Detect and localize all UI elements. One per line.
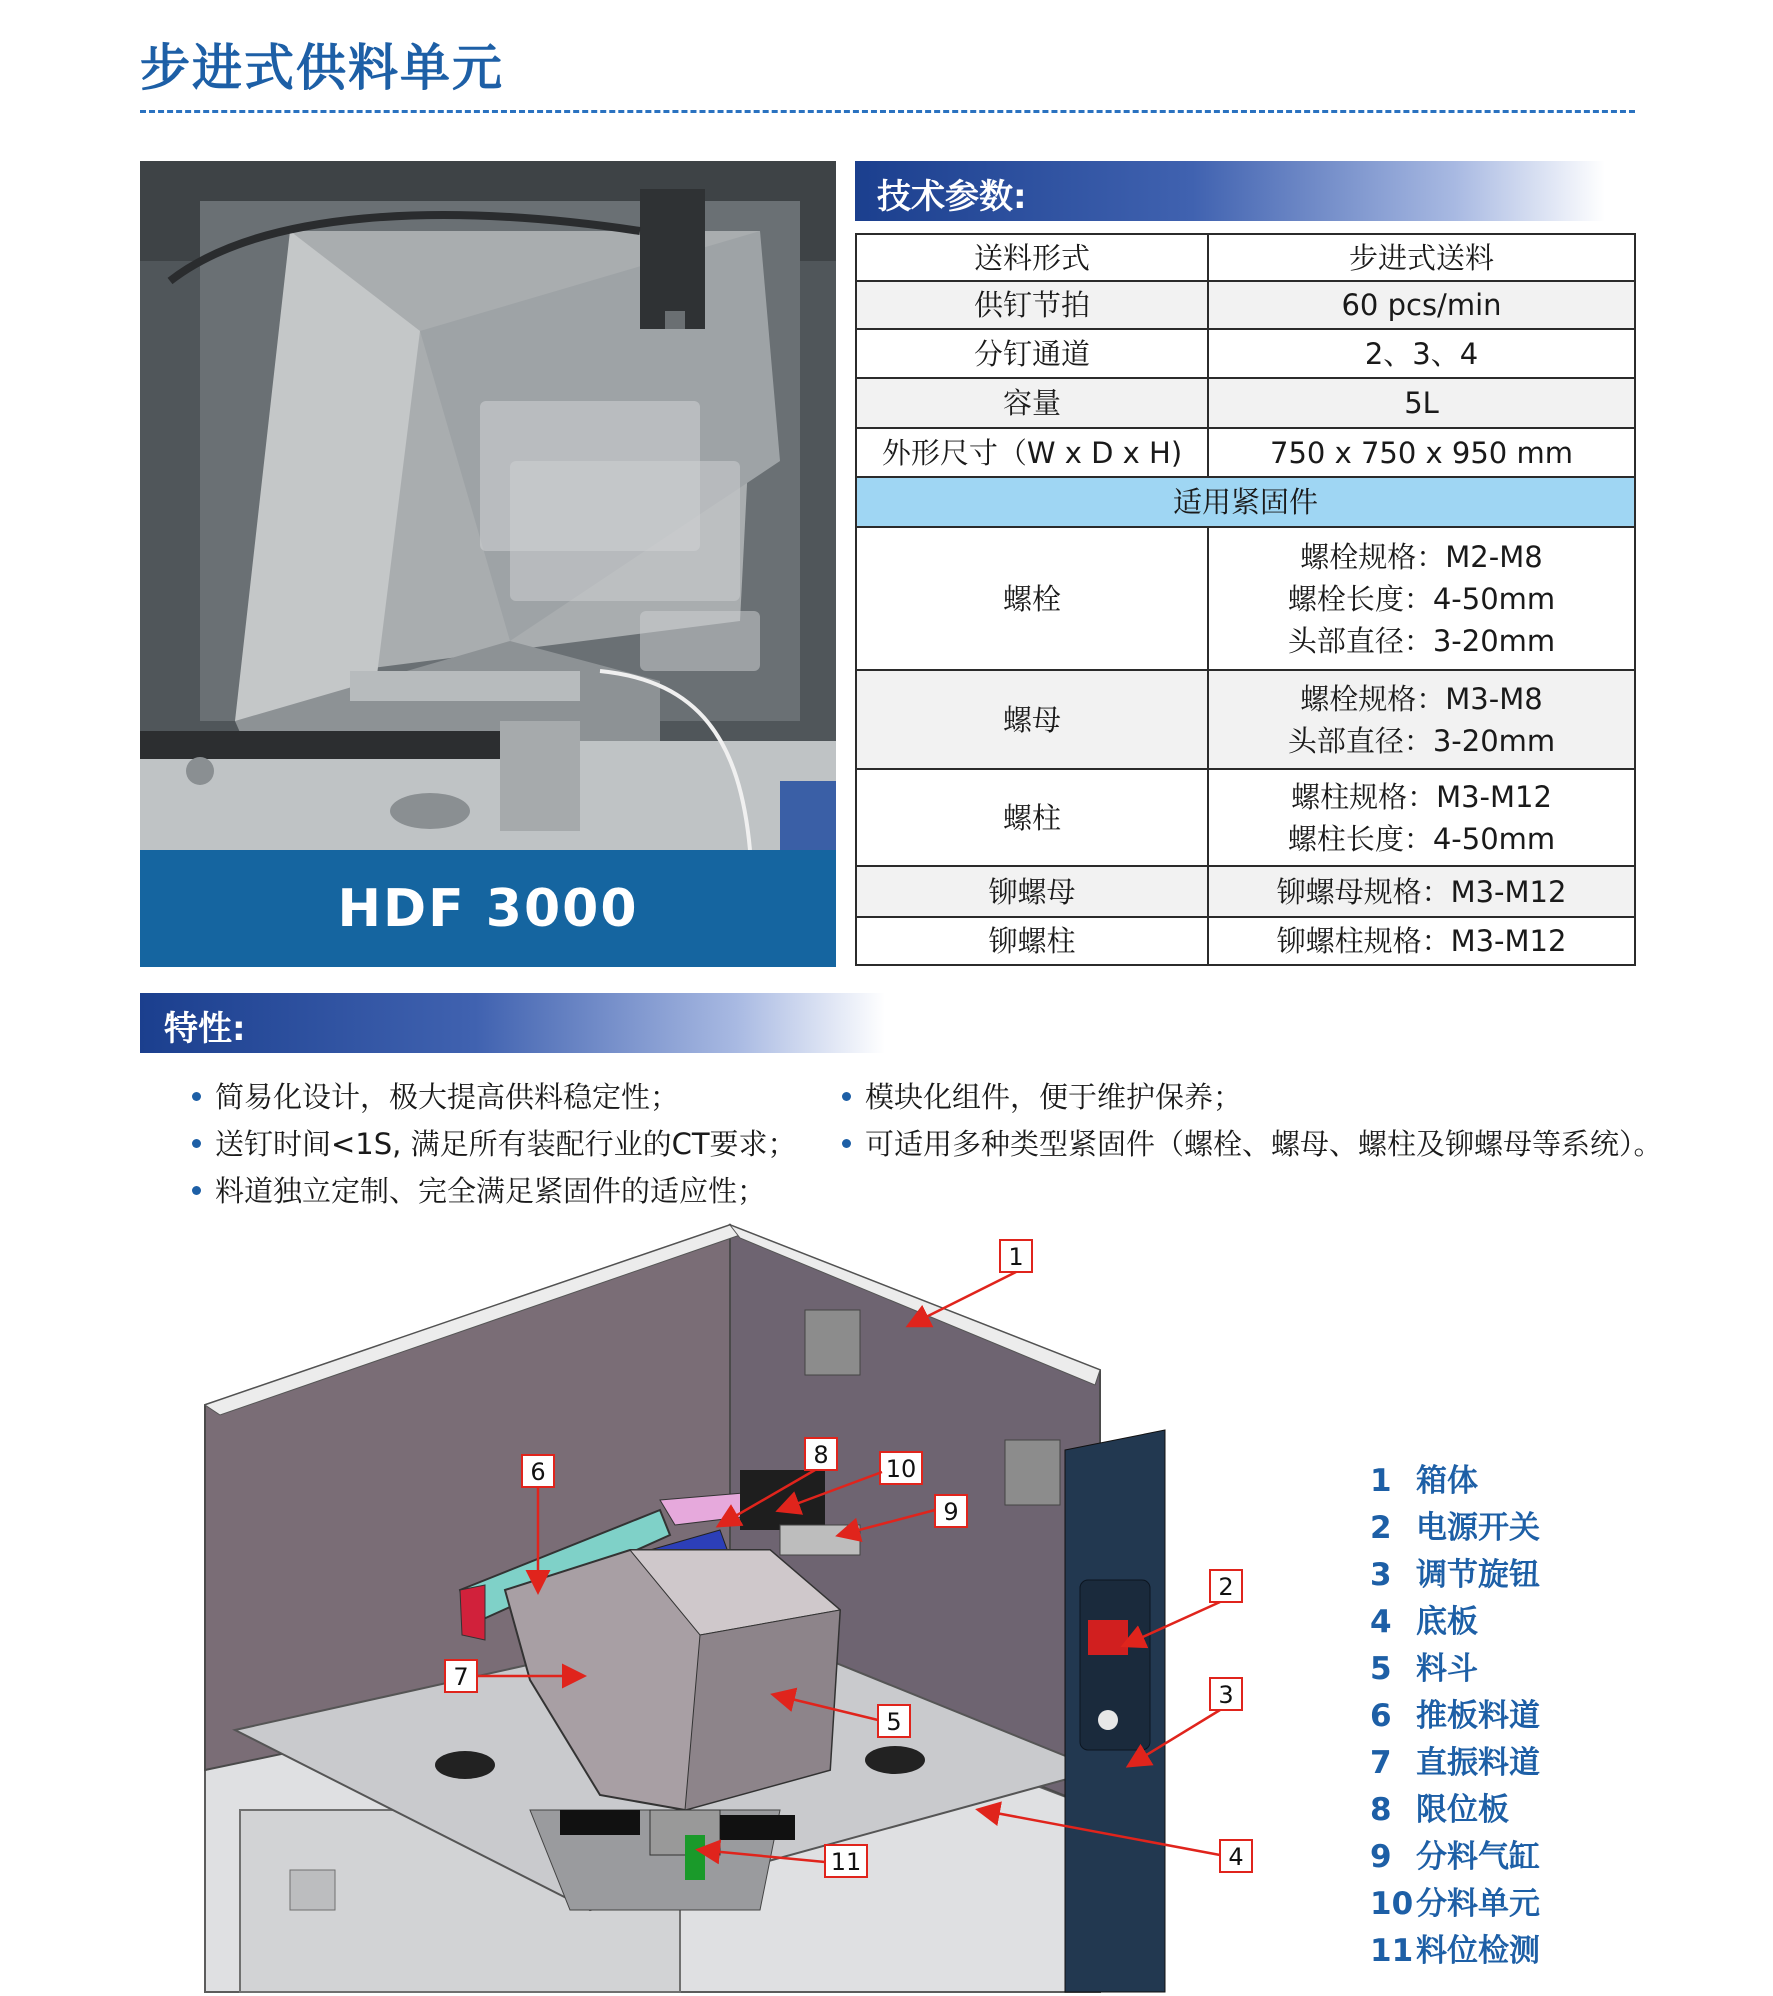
fastener-spec-line: 螺栓长度：4-50mm <box>1287 581 1556 616</box>
bullet-icon <box>192 1186 201 1195</box>
fastener-spec-line: 铆螺柱规格：M3-M12 <box>1208 917 1635 965</box>
spec-key: 容量 <box>856 378 1208 428</box>
table-row <box>856 234 1635 281</box>
legend-item <box>1370 1643 1478 1688</box>
legend-label: 推板料道 <box>1416 1698 1540 1734</box>
callout-8: 8 <box>813 1441 829 1469</box>
bullet-icon <box>842 1139 851 1148</box>
legend-label: 分料气缸 <box>1416 1839 1540 1875</box>
callout-5: 5 <box>886 1708 902 1736</box>
legend-label: 料斗 <box>1416 1651 1478 1687</box>
fastener-name: 螺柱 <box>856 769 1208 866</box>
fastener-specs <box>1208 527 1635 670</box>
feature-text: 简易化设计，极大提高供料稳定性； <box>215 1080 680 1114</box>
legend-num: 5 <box>1370 1651 1392 1687</box>
callout-9: 9 <box>943 1498 959 1526</box>
callout-7: 7 <box>453 1663 469 1691</box>
feature-text: 可适用多种类型紧固件（螺栓、螺母、螺柱及铆螺母等系统）。 <box>865 1127 1663 1161</box>
table-row <box>856 378 1635 428</box>
title-divider <box>140 110 1635 113</box>
fastener-spec-line: 螺柱规格：M3-M12 <box>1291 779 1552 814</box>
fastener-spec-line: 头部直径：3-20mm <box>1287 723 1556 758</box>
fastener-band: 适用紧固件 <box>856 477 1635 527</box>
legend-item <box>1370 1690 1540 1735</box>
legend-item <box>1370 1784 1509 1829</box>
fastener-spec-line: 头部直径：3-20mm <box>1287 623 1556 658</box>
page-title: 步进式供料单元 <box>140 39 504 97</box>
legend-num: 8 <box>1370 1792 1392 1828</box>
feature-item <box>192 1122 797 1163</box>
machine-diagram-illustration <box>140 1210 1244 1992</box>
legend-num: 6 <box>1370 1698 1392 1734</box>
callout-10: 10 <box>885 1455 917 1483</box>
product-photo <box>140 161 836 850</box>
model-banner: HDF 3000 <box>140 850 836 967</box>
fastener-specs <box>1208 670 1635 769</box>
feature-text: 模块化组件，便于维护保养； <box>865 1080 1243 1114</box>
legend-label: 底板 <box>1416 1604 1478 1640</box>
legend-label: 电源开关 <box>1416 1510 1540 1546</box>
bullet-icon <box>192 1139 201 1148</box>
bullet-icon <box>842 1092 851 1101</box>
legend-label: 分料单元 <box>1416 1886 1540 1922</box>
spec-key: 供钉节拍 <box>856 281 1208 329</box>
spec-key: 分钉通道 <box>856 329 1208 378</box>
fastener-spec-line: 螺柱长度：4-50mm <box>1287 821 1556 856</box>
callout-2: 2 <box>1218 1573 1234 1601</box>
spec-value: 60 pcs/min <box>1208 281 1635 329</box>
legend-item <box>1370 1596 1478 1641</box>
spec-value: 2、3、4 <box>1208 329 1635 378</box>
legend-num: 11 <box>1370 1933 1414 1969</box>
fastener-name: 螺栓 <box>856 527 1208 670</box>
legend-item <box>1370 1455 1478 1500</box>
callout-3: 3 <box>1218 1681 1234 1709</box>
table-band-row <box>856 477 1635 527</box>
legend-num: 7 <box>1370 1745 1392 1781</box>
feature-text: 送钉时间<1S, 满足所有装配行业的CT要求； <box>215 1127 797 1161</box>
fastener-spec-line: 铆螺母规格：M3-M12 <box>1208 866 1635 917</box>
legend-label: 限位板 <box>1416 1792 1509 1828</box>
features-section-title: 特性: <box>164 1009 246 1049</box>
callout-4: 4 <box>1228 1843 1244 1871</box>
fastener-name: 铆螺柱 <box>856 917 1208 965</box>
fastener-name: 螺母 <box>856 670 1208 769</box>
callout-6: 6 <box>530 1458 546 1486</box>
spec-value: 5L <box>1208 378 1635 428</box>
fastener-name: 铆螺母 <box>856 866 1208 917</box>
legend-item <box>1370 1925 1540 1970</box>
legend-label: 调节旋钮 <box>1416 1557 1540 1593</box>
legend-num: 9 <box>1370 1839 1392 1875</box>
feature-item <box>192 1169 766 1210</box>
legend-label: 箱体 <box>1416 1463 1478 1499</box>
feature-item <box>842 1075 1242 1116</box>
table-row <box>856 670 1635 769</box>
table-row <box>856 917 1635 965</box>
legend-label: 料位检测 <box>1416 1933 1540 1969</box>
legend-num: 2 <box>1370 1510 1392 1546</box>
table-row <box>856 866 1635 917</box>
legend-label: 直振料道 <box>1416 1745 1540 1781</box>
table-row <box>856 769 1635 866</box>
table-row <box>856 527 1635 670</box>
product-photo-illustration <box>140 161 836 850</box>
spec-key: 外形尺寸（W x D x H) <box>856 428 1208 477</box>
spec-table <box>855 233 1636 966</box>
legend-item <box>1370 1737 1540 1782</box>
feature-item <box>192 1075 679 1116</box>
legend-item <box>1370 1831 1540 1876</box>
spec-section-header <box>855 161 1605 221</box>
callout-11: 11 <box>830 1848 862 1876</box>
spec-value: 步进式送料 <box>1208 234 1635 281</box>
fastener-spec-line: 螺栓规格：M3-M8 <box>1300 681 1543 716</box>
fastener-spec-line: 螺栓规格：M2-M8 <box>1300 539 1543 574</box>
feature-text: 料道独立定制、完全满足紧固件的适应性； <box>215 1174 767 1208</box>
table-row <box>856 329 1635 378</box>
legend-num: 3 <box>1370 1557 1392 1593</box>
legend-item <box>1370 1549 1540 1594</box>
spec-value: 750 x 750 x 950 mm <box>1208 428 1635 477</box>
bullet-icon <box>192 1092 201 1101</box>
feature-item <box>842 1122 1663 1163</box>
legend-num: 10 <box>1370 1886 1414 1922</box>
legend-item <box>1370 1502 1540 1547</box>
fastener-specs <box>1208 769 1635 866</box>
legend-item <box>1370 1878 1540 1923</box>
table-row <box>856 281 1635 329</box>
spec-section-title: 技术参数: <box>877 177 1027 217</box>
table-row <box>856 428 1635 477</box>
spec-key: 送料形式 <box>856 234 1208 281</box>
features-section-header <box>140 993 885 1053</box>
machine-diagram <box>140 1210 1244 1992</box>
legend-num: 1 <box>1370 1463 1392 1499</box>
callout-1: 1 <box>1008 1243 1024 1271</box>
legend-num: 4 <box>1370 1604 1392 1640</box>
